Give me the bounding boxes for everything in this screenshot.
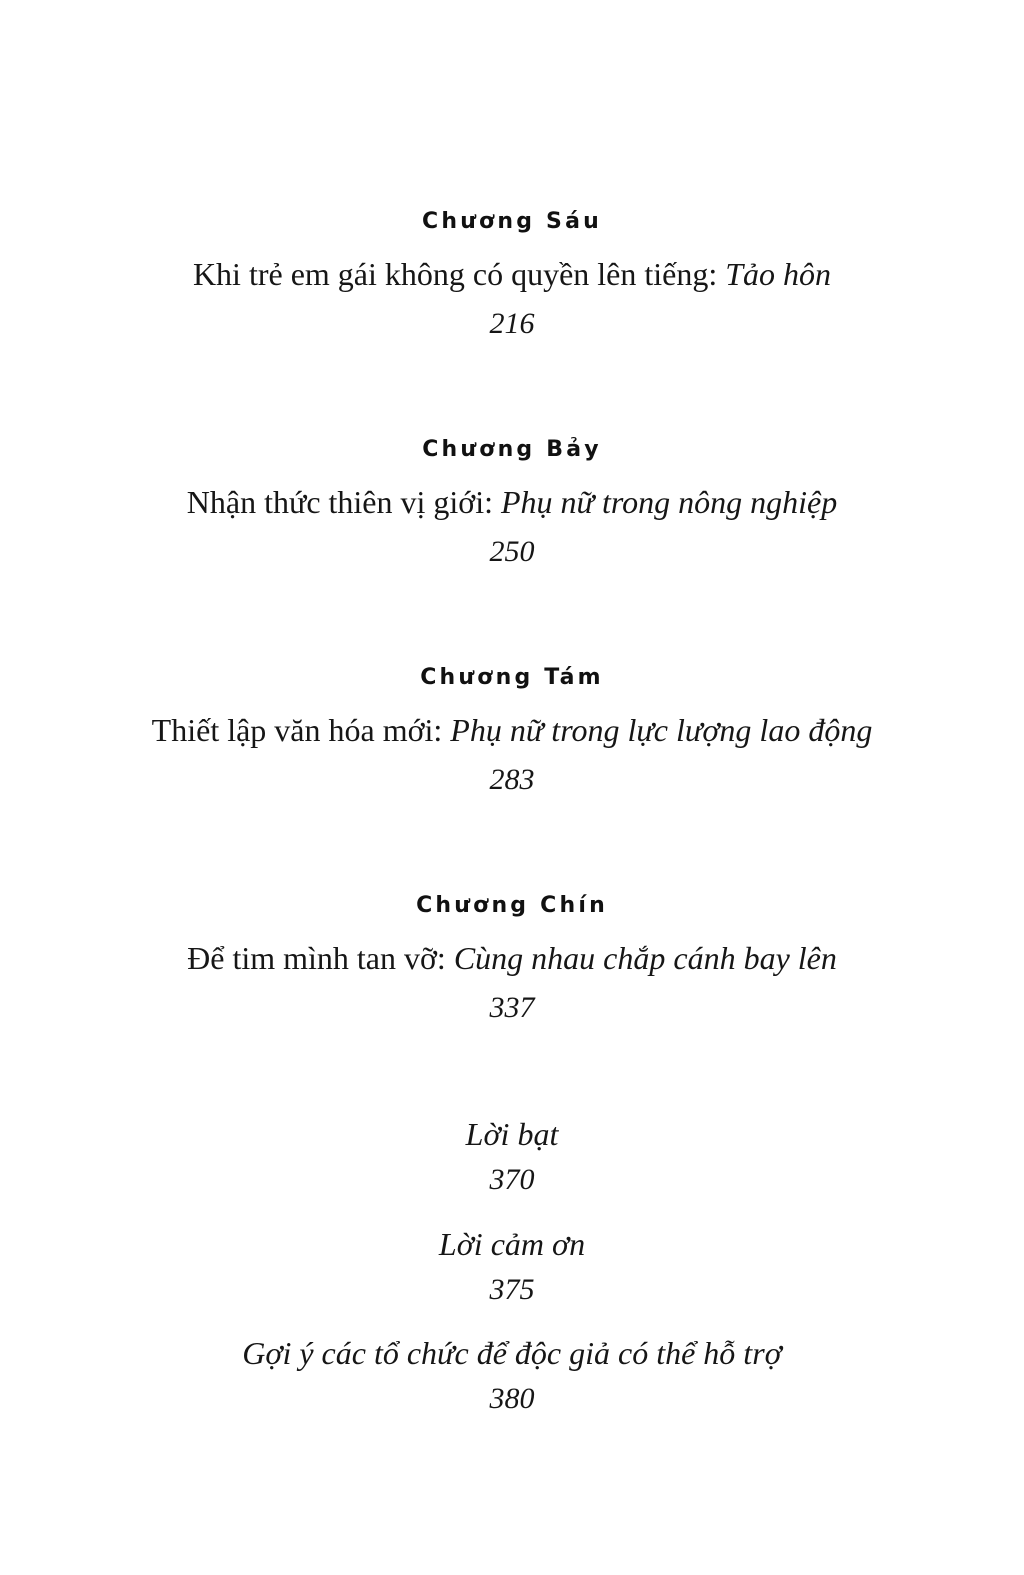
page-number: 370 [489,1163,535,1196]
toc-entry-acknowledgements[interactable] [0,1224,1024,1309]
toc-entry-chapter-7[interactable] [0,435,1024,571]
chapter-title-italic: Tảo hôn [725,256,832,292]
back-matter-title: Lời bạt [465,1116,559,1152]
chapter-title [0,938,1024,978]
chapter-title [0,710,1024,750]
page-number: 283 [489,763,535,796]
page-number: 250 [489,535,535,568]
chapter-label: Chương Chín [416,893,608,918]
chapter-label: Chương Sáu [421,209,602,234]
toc-entry-chapter-9[interactable] [0,891,1024,1027]
chapter-title-italic: Cùng nhau chắp cánh bay lên [453,940,837,976]
chapter-title-plain: Thiết lập văn hóa mới: [151,712,451,748]
chapter-label: Chương Tám [420,665,604,690]
toc-entry-chapter-6[interactable] [0,207,1024,343]
page-number: 216 [489,307,535,340]
page-number: 375 [489,1273,535,1306]
chapter-title-italic: Phụ nữ trong lực lượng lao động [450,712,873,748]
chapter-title-plain: Nhận thức thiên vị giới: [186,484,501,520]
toc-entry-afterword[interactable] [0,1114,1024,1199]
toc-entry-chapter-8[interactable] [0,663,1024,799]
toc-entry-organizations[interactable] [0,1333,1024,1418]
chapter-title [0,482,1024,522]
chapter-title-plain: Để tim mình tan vỡ: [187,940,454,976]
chapter-title-plain: Khi trẻ em gái không có quyền lên tiếng: [192,256,726,292]
page-number: 380 [489,1382,535,1415]
back-matter-title: Lời cảm ơn [438,1226,586,1262]
back-matter-title: Gợi ý các tổ chức để độc giả có thể hỗ trợ [242,1335,782,1371]
chapter-title [0,254,1024,294]
page-number: 337 [489,991,535,1024]
chapter-label: Chương Bảy [422,437,602,462]
chapter-title-italic: Phụ nữ trong nông nghiệp [500,484,838,520]
